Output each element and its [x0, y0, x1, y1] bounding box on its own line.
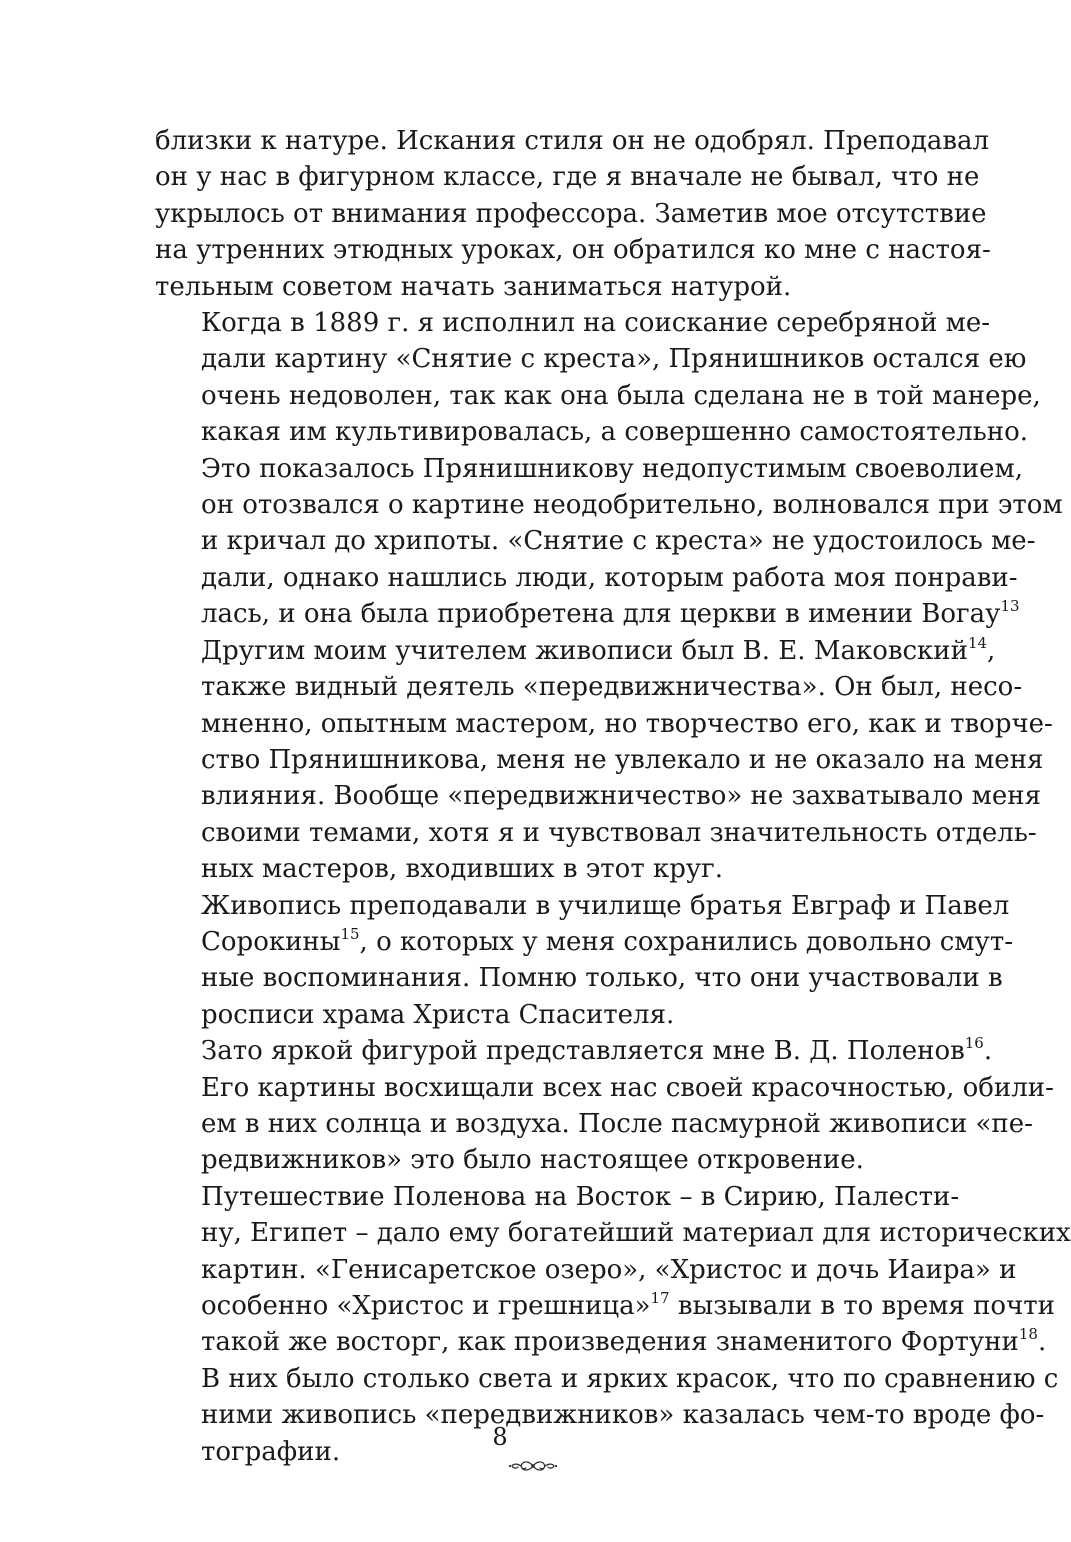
text-line: он у нас в фигурном классе, где я вначале не бывал, что не [155, 162, 980, 193]
footnote-ref-13[interactable]: 13 [1000, 597, 1020, 616]
text-line: близки к натуре. Искания стиля он не одобрял. Преподавал [155, 126, 990, 156]
line-text: Другим моим учителем живописи был В. Е. Маковский [201, 635, 968, 666]
footnote-ref-17[interactable]: 17 [650, 1289, 670, 1307]
line-text: . [1037, 1327, 1047, 1358]
text-line: Когда в 1889 г. я исполнил на соискание серебряной ме- [201, 308, 991, 339]
paragraph-4 [155, 888, 1013, 1034]
text-line: ем в них солнца и воздуха. После пасмурной живописи «пе- [201, 1108, 1033, 1139]
line-text: Зато яркой фигурой представляется мне В. Д. Поленов [201, 1036, 965, 1067]
text-line: картин. «Генисаретское озеро», «Христос и дочь Иаира» и [201, 1254, 1017, 1285]
text-line: ство Прянишникова, меня не увлекало и не оказало на меня [201, 744, 1044, 775]
footnote-ref-16[interactable]: 16 [964, 1034, 984, 1053]
text-line: Это показалось Прянишникову недопустимым своеволием, [201, 453, 1024, 484]
text-line: Его картины восхищали всех нас своей красочностью, обили- [201, 1072, 1054, 1103]
text-line: он отозвался о картине неодобрительно, волновался при этом [201, 490, 1063, 521]
text-line: на утренних этюдных уроках, он обратился ко мне с настоя- [155, 235, 991, 266]
fleuron-ornament-icon [508, 1458, 558, 1474]
text-line: росписи храма Христа Спасителя. [201, 999, 675, 1030]
line-text: особенно «Христос и грешница» [201, 1291, 651, 1321]
footnote-ref-18[interactable]: 18 [1018, 1325, 1038, 1344]
line-text: вызывали в то время почти [669, 1291, 1055, 1321]
text-line: своими темами, хотя я и чувствовал значительность отдель- [201, 817, 1037, 848]
footnote-ref-15[interactable]: 15 [340, 924, 360, 943]
text-line: Живопись преподавали в училище братья Евграф и Павел [201, 890, 1010, 921]
text-line: тографии. [201, 1436, 341, 1467]
text-line: ные воспоминания. Помню только, что они участвовали в [201, 963, 1003, 994]
text-line: мненно, опытным мастером, но творчество его, как и творче- [201, 708, 1053, 739]
text-line: влияния. Вообще «передвижничество» не захватывало меня [201, 781, 1042, 812]
text-line: В них было столько света и ярких красок, что по сравнению с [201, 1363, 1059, 1394]
line-text: . [983, 1036, 993, 1067]
text-line: Путешествие Поленова на Восток – в Сирию, Палести- [201, 1181, 960, 1212]
text-line: редвижников» это было настоящее откровение. [201, 1145, 864, 1176]
text-line: ну, Египет – дало ему богатейший материал для исторических [201, 1218, 1071, 1249]
text-line [155, 1033, 993, 1069]
text-line: дали картину «Снятие с креста», Прянишников остался ею [201, 344, 1027, 375]
text-line [155, 924, 1013, 960]
paragraph-5 [155, 1033, 1054, 1179]
page-number: 8 [492, 1423, 508, 1451]
paragraph-2 [155, 305, 1063, 633]
paragraph-1 [155, 123, 991, 305]
text-line [155, 1324, 1047, 1360]
text-line: тельным советом начать заниматься натурой. [155, 271, 792, 302]
line-text: Сорокины [201, 926, 341, 957]
footnote-ref-14[interactable]: 14 [967, 633, 988, 652]
text-line [155, 596, 1020, 632]
text-line [155, 1288, 1055, 1324]
line-text: такой же восторг, как произведения знаменитого Фортуни [201, 1327, 1019, 1358]
line-text: , о которых у меня сохранились довольно смут- [359, 926, 1013, 957]
line-text: лась, и она была приобретена для церкви в имении Вогау [201, 599, 1001, 630]
text-line: ними живопись «передвижников» казалась чем-то вроде фо- [201, 1400, 1045, 1431]
text-line: и кричал до хрипоты. «Снятие с креста» не удостоилось ме- [201, 526, 1036, 557]
text-line: ных мастеров, входивших в этот круг. [201, 854, 724, 885]
text-line: также видный деятель «передвижничества». Он был, несо- [201, 672, 1023, 703]
text-line: дали, однако нашлись люди, которым работа моя понрави- [201, 562, 1018, 593]
line-text: , [987, 635, 996, 666]
text-line: какая им культивировалась, а совершенно самостоятельно. [201, 417, 1028, 448]
body-text [155, 123, 1071, 1470]
text-line: очень недоволен, так как она была сделана не в той манере, [201, 380, 1041, 411]
text-line [155, 633, 996, 669]
text-line: укрылось от внимания профессора. Заметив мое отсутствие [155, 198, 987, 229]
paragraph-3 [155, 633, 1053, 888]
